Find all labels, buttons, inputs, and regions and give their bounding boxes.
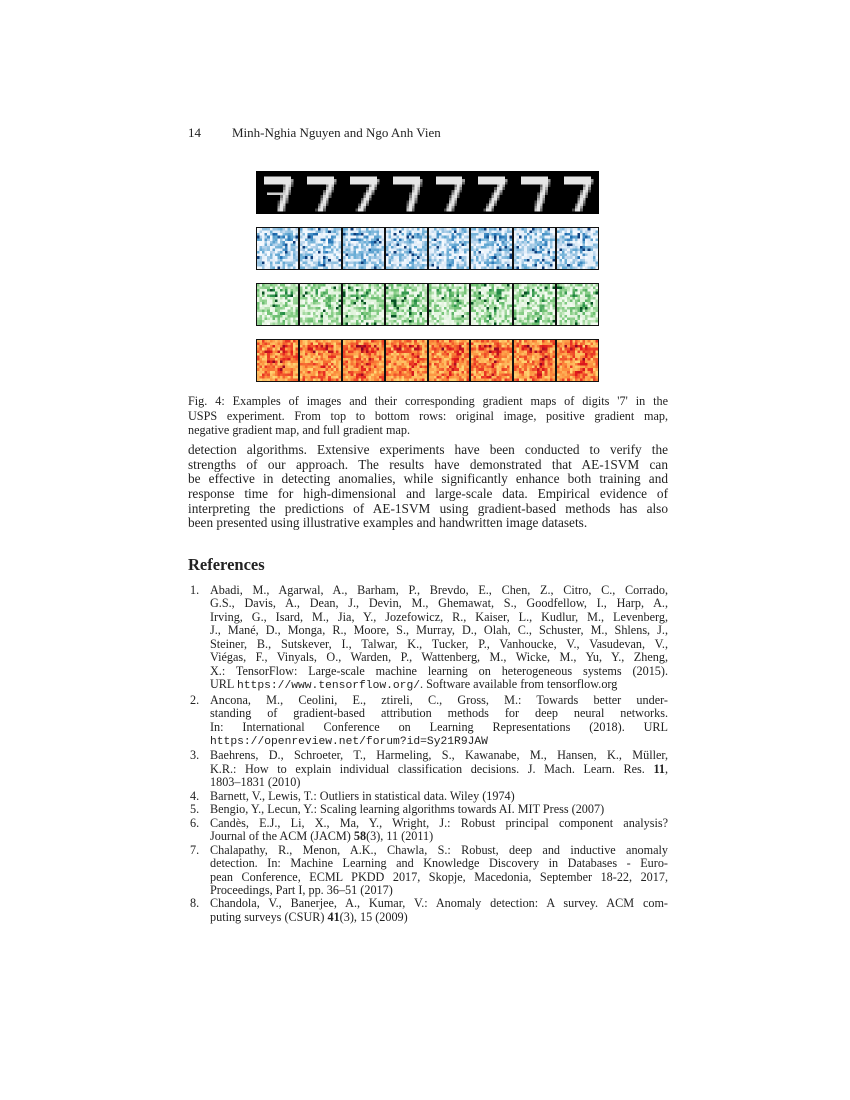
reference-text: Chalapathy, R., Menon, A.K., Chawla, S.: Robust, deep and inductive anomaly [210,842,668,857]
figure-tile-positive [256,227,299,270]
figure-row-full-gradient [256,339,599,382]
reference-line [210,734,668,749]
figure-tile-negative [513,283,556,326]
figure-tile-original [342,171,385,214]
reference-number: 3. [190,748,200,763]
figure-tile-negative [342,283,385,326]
reference-line [210,803,668,816]
figure-tile-original [385,171,428,214]
figure-tile-full [428,339,471,382]
caption-line: negative gradient map, and full gradient map. [188,423,411,437]
references-list [188,584,668,924]
reference-number: 5. [190,802,200,817]
running-head-authors: Minh-Nghia Nguyen and Ngo Anh Vien [232,125,441,140]
reference-item [188,844,668,898]
reference-text: Bengio, Y., Lecun, Y.: Scaling learning algorithms towards AI. MIT Press (2007) [210,802,605,817]
body-line: be effective in detecting anomalies, while significantly enhance both training and [188,471,668,487]
body-line: been presented using illustrative examples and handwritten image datasets. [188,515,588,531]
reference-number: 1. [190,583,200,597]
reference-item [188,584,668,694]
reference-line [210,884,668,897]
reference-item [188,817,668,844]
figure-tile-full [385,339,428,382]
figure-tile-positive [299,227,342,270]
figure-tile-original [256,171,299,214]
reference-text: G.S., Davis, A., Dean, J., Devin, M., Ghemawat, S., Goodfellow, I., Harp, A., [210,596,668,611]
reference-text: (3), 15 (2009) [339,909,408,924]
reference-line [210,749,668,762]
reference-text: Proceedings, Part I, pp. 36–51 (2017) [210,882,393,897]
reference-item [188,749,668,789]
reference-line [210,665,668,678]
reference-number: 7. [190,842,200,857]
reference-url[interactable]: https://openreview.net/forum?id=Sy21R9JAW [210,735,488,748]
reference-volume: 58 [353,829,367,844]
body-line: strengths of our approach. The results have demonstrated that AE-1SVM can [188,456,668,472]
figure-tile-negative [470,283,513,326]
reference-text: X.: TensorFlow: Large-scale machine learning on heterogeneous systems (2015). [210,663,668,678]
reference-line [210,776,668,789]
reference-text: (3), 11 (2011) [366,829,434,844]
reference-url[interactable]: https://www.tensorflow.org/ [236,680,421,693]
figure-row-positive-gradient [256,227,599,270]
figure-tile-positive [428,227,471,270]
reference-text: detection. In: Machine Learning and Knowledge Discovery in Databases - Euro- [210,856,668,871]
figure-tile-full [299,339,342,382]
figure-tile-positive [513,227,556,270]
reference-text: . Software available from tensorflow.org [420,677,618,692]
reference-text: Steiner, B., Sutskever, I., Talwar, K., Tucker, P., Vanhoucke, V., Vasudevan, V., [210,636,668,651]
reference-line [210,584,668,597]
figure-tile-negative [299,283,342,326]
reference-line [210,597,668,610]
reference-text: Barnett, V., Lewis, T.: Outliers in statistical data. Wiley (1974) [210,788,515,803]
figure-tile-original [513,171,556,214]
reference-number: 4. [190,788,200,803]
figure-tile-full [556,339,599,382]
reference-line [210,857,668,870]
reference-text: pean Conference, ECML PKDD 2017, Skopje, Macedonia, September 18-22, 2017, [210,869,668,884]
figure-tile-original [556,171,599,214]
reference-line [210,624,668,637]
page-number: 14 [188,125,201,140]
reference-line [210,844,668,857]
reference-text: Ancona, M., Ceolini, E., ztireli, C., Gross, M.: Towards better under- [210,692,668,707]
reference-text: Baehrens, D., Schroeter, T., Harmeling, S., Kawanabe, M., Hansen, K., Müller, [210,748,668,763]
reference-text: standing of gradient-based attribution methods for deep neural networks. [210,706,668,721]
figure-tile-positive [470,227,513,270]
reference-volume: 41 [327,909,340,924]
figure-tile-full [513,339,556,382]
reference-line [210,638,668,651]
reference-line [210,694,668,707]
reference-text: Viégas, F., Vinyals, O., Warden, P., Wattenberg, M., Wicke, M., Yu, Y., Zheng, [210,650,668,665]
reference-line [210,790,668,803]
reference-line [210,611,668,624]
reference-item [188,790,668,803]
reference-text: Candès, E.J., Li, X., Ma, Y., Wright, J.: Robust principal component analysis? [210,815,668,830]
reference-text: , [664,761,668,776]
reference-text: puting surveys (CSUR) [210,909,328,924]
reference-text: Journal of the ACM (JACM) [210,829,354,844]
reference-text: Abadi, M., Agarwal, A., Barham, P., Brevdo, E., Chen, Z., Citro, C., Corrado, [210,583,668,597]
reference-line [210,707,668,720]
figure-tile-full [342,339,385,382]
figure-caption [188,394,668,438]
reference-item [188,803,668,816]
reference-line [210,651,668,664]
references-heading: References [188,555,265,574]
reference-text: J., Mané, D., Monga, R., Moore, S., Murray, D., Olah, C., Schuster, M., Shlens, J., [210,623,668,638]
caption-line: Fig. 4: Examples of images and their corresponding gradient maps of digits '7' in the [188,394,668,408]
figure-tile-full [470,339,513,382]
reference-line [210,678,668,693]
reference-line [210,911,668,924]
reference-text: Chandola, V., Banerjee, A., Kumar, V.: Anomaly detection: A survey. ACM com- [210,896,668,911]
reference-text: 1803–1831 (2010) [210,775,301,790]
reference-line [210,763,668,776]
figure-tile-full [256,339,299,382]
body-paragraph [188,443,668,531]
reference-number: 2. [190,692,200,707]
body-line: detection algorithms. Extensive experiments have been conducted to verify the [188,442,668,457]
caption-line: USPS experiment. From top to bottom rows: original image, positive gradient map, [188,408,668,423]
figure-tile-positive [556,227,599,270]
figure-tile-original [428,171,471,214]
reference-item [188,694,668,750]
body-line: interpreting the predictions of AE-1SVM using gradient-based methods has also [188,500,668,516]
reference-number: 8. [190,896,200,911]
figure-tile-negative [428,283,471,326]
figure-tile-negative [256,283,299,326]
reference-line [210,817,668,830]
reference-line [210,871,668,884]
figure-row-negative-gradient [256,283,599,326]
figure-gradient-maps [256,171,599,395]
reference-number: 6. [190,815,200,830]
reference-text: URL [210,677,237,692]
reference-volume: 11 [653,761,665,776]
reference-text: Irving, G., Isard, M., Jia, Y., Jozefowicz, R., Kaiser, L., Kudlur, M., Levenberg, [210,609,668,624]
figure-row-original [256,171,599,214]
reference-line [210,830,668,843]
figure-tile-positive [385,227,428,270]
reference-text: K.R.: How to explain individual classification decisions. J. Mach. Learn. Res. [210,761,654,776]
figure-tile-negative [556,283,599,326]
reference-item [188,897,668,924]
reference-line [210,897,668,910]
reference-line [210,721,668,734]
figure-tile-negative [385,283,428,326]
figure-tile-positive [342,227,385,270]
figure-tile-original [299,171,342,214]
figure-tile-original [470,171,513,214]
reference-text: In: International Conference on Learning Representations (2018). URL [210,719,668,734]
body-line: response time for high-dimensional and large-scale data. Empirical evidence of [188,485,668,501]
